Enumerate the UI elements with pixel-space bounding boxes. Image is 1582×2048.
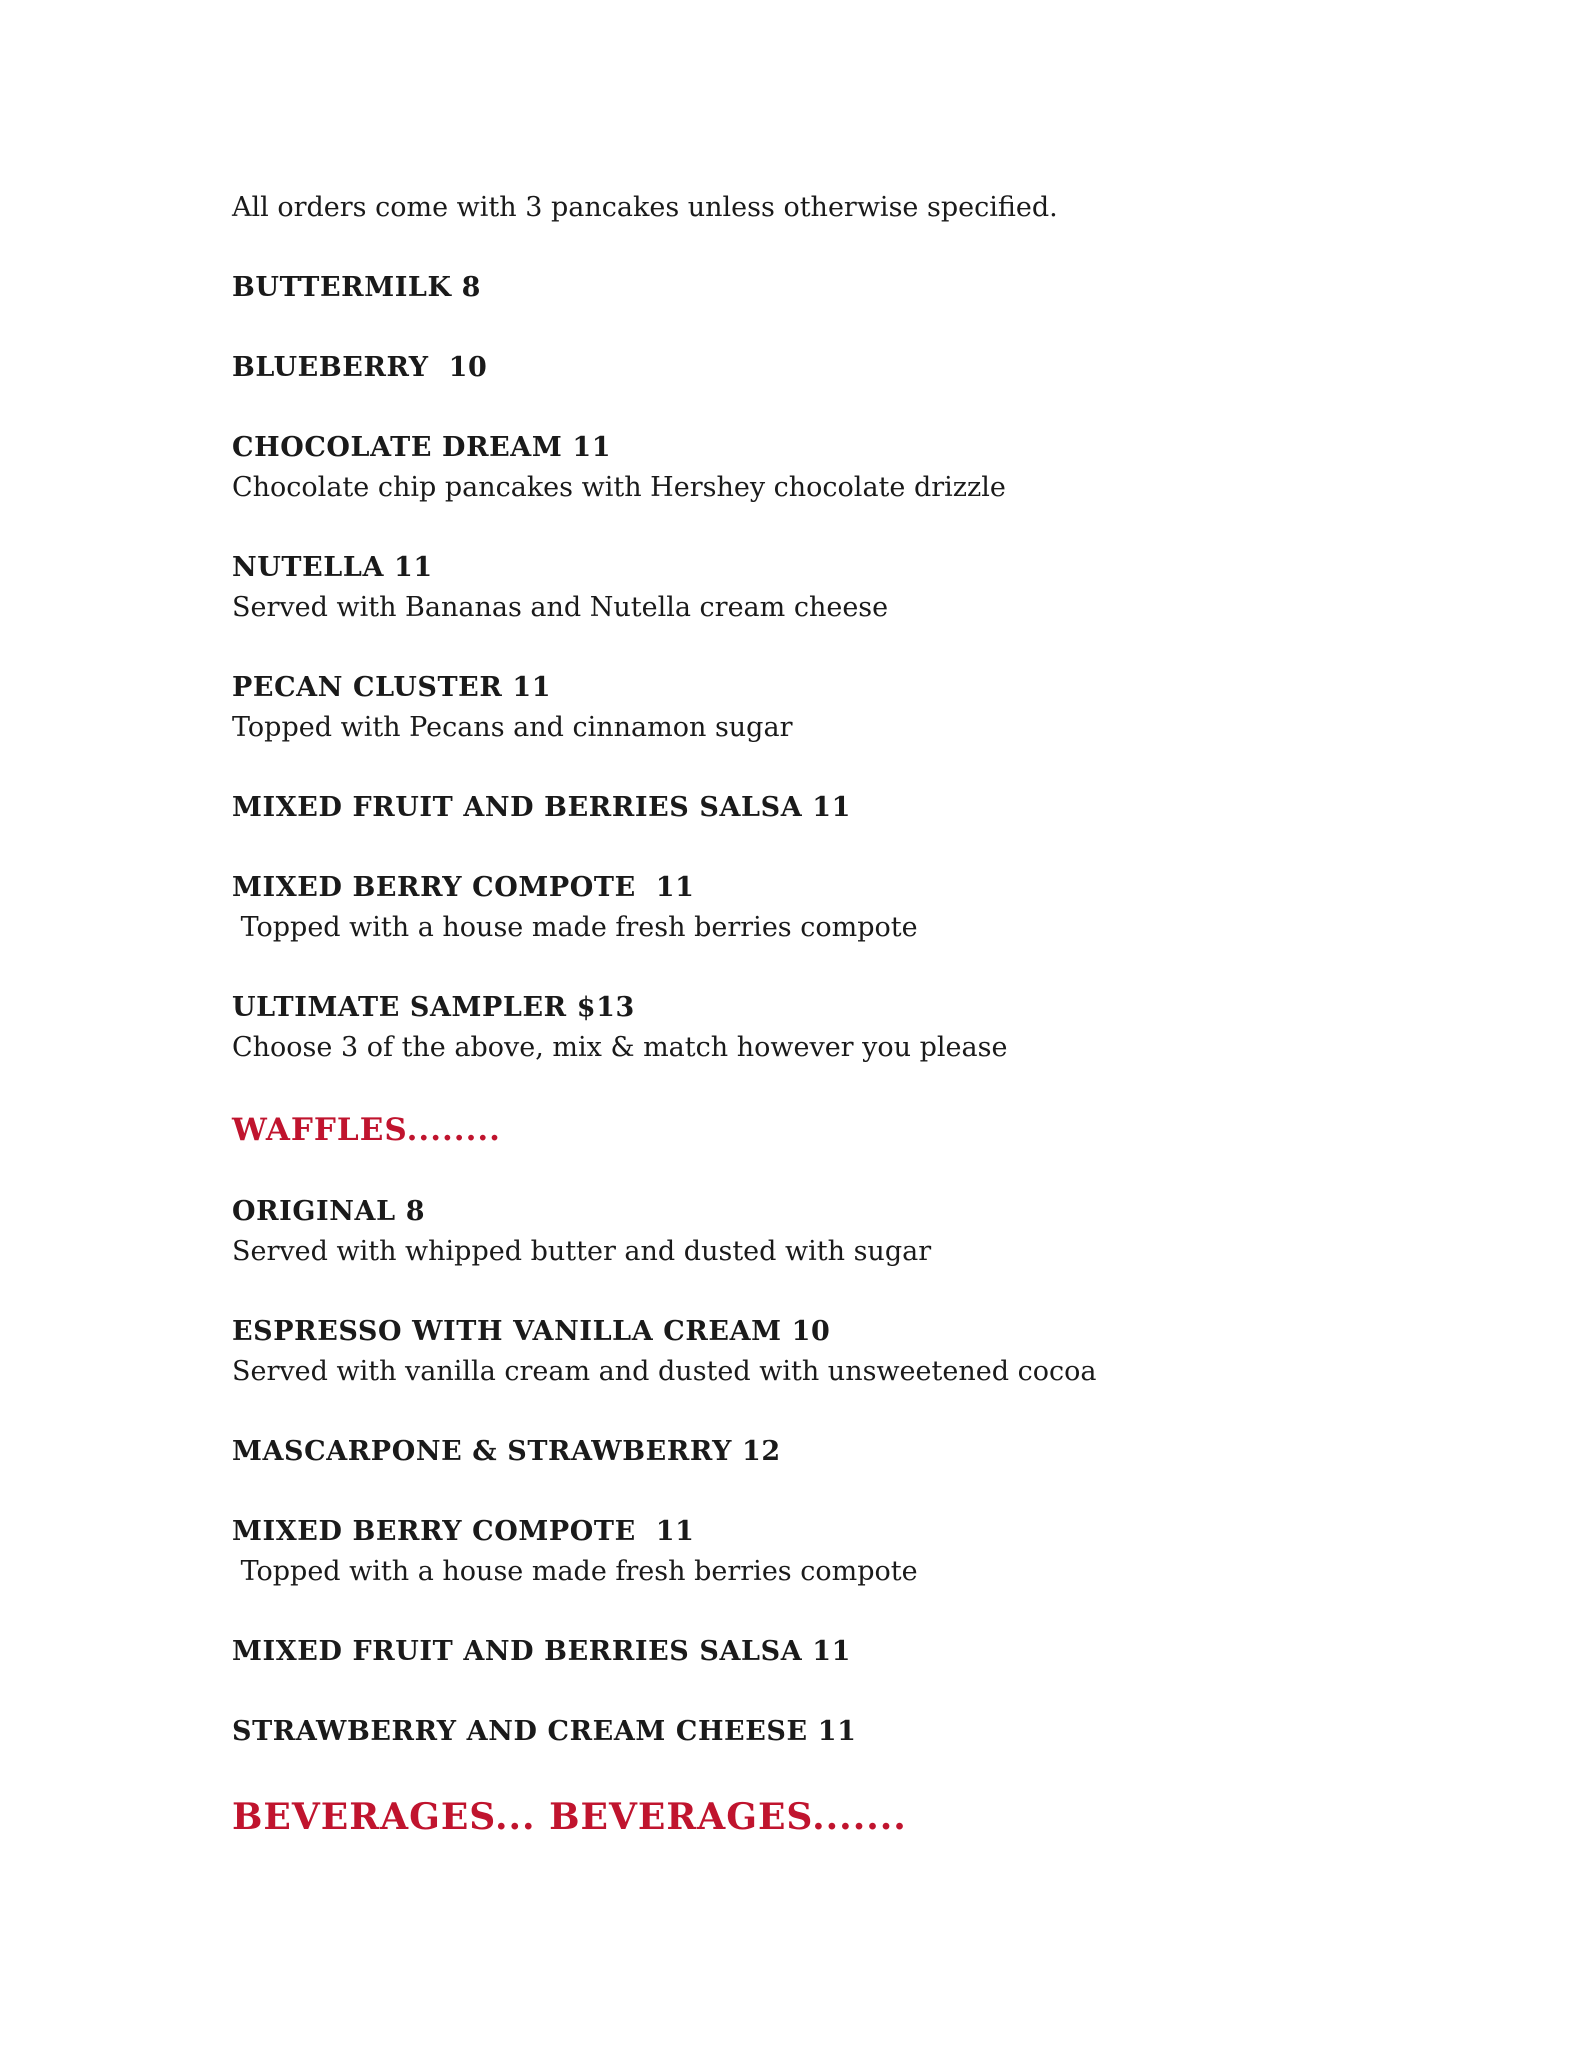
item-name: ESPRESSO WITH VANILLA CREAM 10 <box>232 1316 831 1347</box>
menu-item <box>232 1312 1382 1392</box>
menu-item <box>232 788 1382 828</box>
item-name: MIXED BERRY COMPOTE 11 <box>232 872 695 903</box>
item-description: Served with Bananas and Nutella cream cheese <box>232 592 889 623</box>
waffles-list <box>232 1192 1382 1752</box>
item-name: STRAWBERRY AND CREAM CHEESE 11 <box>232 1716 857 1747</box>
item-name: NUTELLA 11 <box>232 552 433 583</box>
menu-item <box>232 668 1382 748</box>
item-name: PECAN CLUSTER 11 <box>232 672 552 703</box>
menu-item <box>232 1632 1382 1672</box>
pancakes-list <box>232 268 1382 1068</box>
item-description: Topped with a house made fresh berries compote <box>232 1556 918 1587</box>
menu-item <box>232 868 1382 948</box>
menu-item <box>232 1432 1382 1472</box>
waffles-heading: WAFFLES........ <box>232 1112 501 1148</box>
item-name: MASCARPONE & STRAWBERRY 12 <box>232 1436 781 1467</box>
menu-item <box>232 548 1382 628</box>
menu-item <box>232 988 1382 1068</box>
item-name: ULTIMATE SAMPLER $13 <box>232 992 635 1023</box>
item-name: MIXED FRUIT AND BERRIES SALSA 11 <box>232 1636 852 1667</box>
item-description: Topped with Pecans and cinnamon sugar <box>232 712 793 743</box>
item-name: MIXED FRUIT AND BERRIES SALSA 11 <box>232 792 852 823</box>
menu-item <box>232 1192 1382 1272</box>
item-name: ORIGINAL 8 <box>232 1196 426 1227</box>
beverages-heading: BEVERAGES... BEVERAGES....... <box>232 1796 907 1838</box>
intro-note: All orders come with 3 pancakes unless otherwise specified. <box>232 192 1058 223</box>
menu-item <box>232 268 1382 308</box>
menu-item <box>232 1712 1382 1752</box>
item-description: Served with whipped butter and dusted with sugar <box>232 1236 932 1267</box>
item-name: CHOCOLATE DREAM 11 <box>232 432 612 463</box>
menu-item <box>232 1512 1382 1592</box>
item-description: Topped with a house made fresh berries compote <box>232 912 918 943</box>
item-description: Choose 3 of the above, mix & match however you please <box>232 1032 1008 1063</box>
item-name: BUTTERMILK 8 <box>232 272 481 303</box>
item-name: MIXED BERRY COMPOTE 11 <box>232 1516 695 1547</box>
item-description: Served with vanilla cream and dusted with unsweetened cocoa <box>232 1356 1097 1387</box>
item-description: Chocolate chip pancakes with Hershey chocolate drizzle <box>232 472 1006 503</box>
item-name: BLUEBERRY 10 <box>232 352 488 383</box>
menu-item <box>232 428 1382 508</box>
menu-item <box>232 348 1382 388</box>
menu-page <box>232 188 1382 1882</box>
